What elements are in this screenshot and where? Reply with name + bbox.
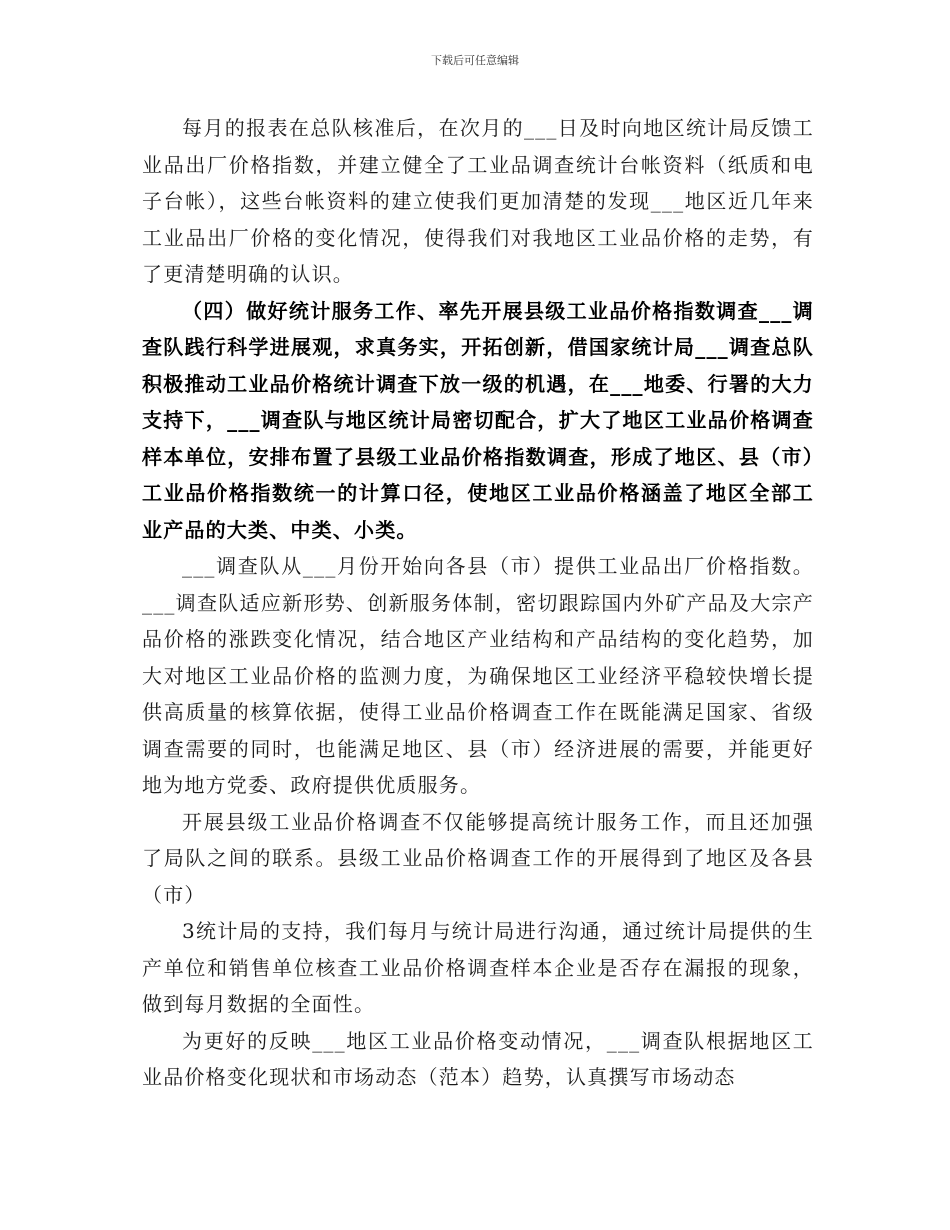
section-heading-county-survey: （四）做好统计服务工作、率先开展县级工业品价格指数调查___调查队践行科学进展观，求真务实，开拓创新，借国家统计局___调查总队积极推动工业品价格统计调查下放一级的机遇，在___地委、行署的大力支持下，___调查队与地区统计局密切配合，扩大了地区工业品价格调查样本单位，安排布置了县级工业品价格指数调查，形成了地区、县（市）工业品价格指数统一的计算口径，使地区工业品价格涵盖了地区全部工业产品的大类、中类、小类。 [142,298,814,542]
paragraph-bureau-support: 3统计局的支持，我们每月与统计局进行沟通，通过统计局提供的生产单位和销售单位核查工业品价格调查样本企业是否存在漏报的现象，做到每月数据的全面性。 [142,919,814,1016]
paragraph-county-survey-benefit: 开展县级工业品价格调查不仅能够提高统计服务工作，而且还加强了局队之间的联系。县级工业品价格调查工作的开展得到了地区及各县（市） [142,809,814,907]
paragraph-market-dynamics: 为更好的反映___地区工业品价格变动情况，___调查队根据地区工业品价格变化现状和市场动态（范本）趋势，认真撰写市场动态 [142,1028,814,1089]
paragraph-index-provision: ___调查队从___月份开始向各县（市）提供工业品出厂价格指数。___调查队适应新形势、创新服务体制，密切跟踪国内外矿产品及大宗产品价格的涨跌变化情况，结合地区产业结构和产品结构的变化趋势，加大对地区工业品价格的监测力度，为确保地区工业经济平稳较快增长提供高质量的核算依据，使得工业品价格调查工作在既能满足国家、省级调查需要的同时，也能满足地区、县（市）经济进展的需要，并能更好地为地方党委、政府提供优质服务。 [142,554,814,797]
paragraph-report-feedback: 每月的报表在总队核准后，在次月的___日及时向地区统计局反馈工业品出厂价格指数，并建立健全了工业品调查统计台帐资料（纸质和电子台帐），这些台帐资料的建立使我们更加清楚的发现___地区近几年来工业品出厂价格的变化情况，使得我们对我地区工业品价格的走势，有了更清楚明确的认识。 [142,116,814,286]
document-body [142,110,814,1096]
page-header-note: 下载后可任意编辑 [431,54,519,67]
